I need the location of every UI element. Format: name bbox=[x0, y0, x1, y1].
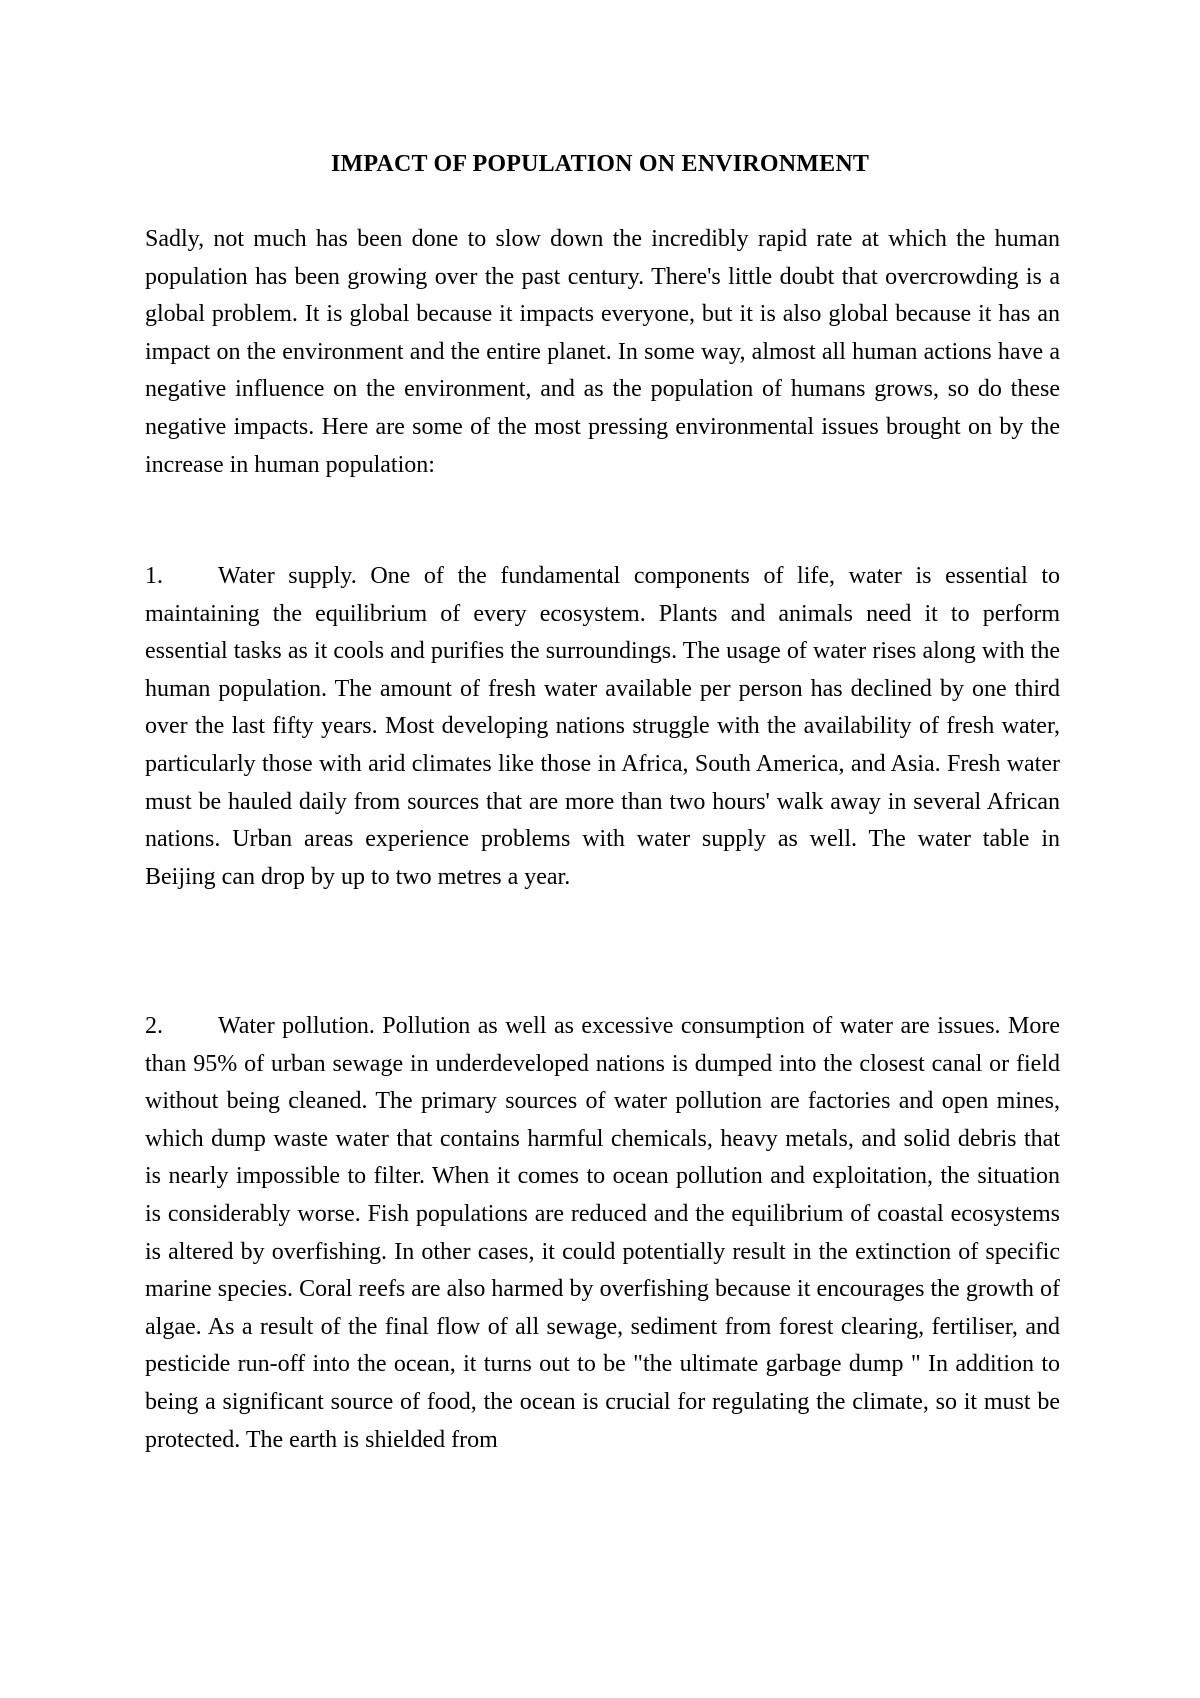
list-item-text: Water supply. One of the fundamental components of life, water is essential to maintaining the equilibrium of every ecosystem. Plants and animals need it to perform essential tasks as it cools and purifies the surroundings. The usage of water rises along with the human population. The amount of fresh water available per person has declined by one third over the last fifty years. Most developing nations struggle with the availability of fresh water, particularly those with arid climates like those in Africa, South America, and Asia. Fresh water must be hauled daily from sources that are more than two hours' walk away in several African nations. Urban areas experience problems with water supply as well. The water table in Beijing can drop by up to two metres a year. bbox=[145, 563, 1060, 890]
document-title: IMPACT OF POPULATION ON ENVIRONMENT bbox=[330, 151, 870, 177]
list-item-text: Water pollution. Pollution as well as excessive consumption of water are issues. More than 95% of urban sewage in underdeveloped nations is dumped into the closest canal or field without being cleaned. The primary sources of water pollution are factories and open mines, which dump waste water that contains harmful chemicals, heavy metals, and solid debris that is nearly impossible to filter. When it comes to ocean pollution and exploitation, the situation is considerably worse. Fish populations are reduced and the equilibrium of coastal ecosystems is altered by overfishing. In other cases, it could potentially result in the extinction of specific marine species. Coral reefs are also harmed by overfishing because it encourages the growth of algae. As a result of the final flow of all sewage, sediment from forest clearing, fertiliser, and pesticide run-off into the ocean, it turns out to be "the ultimate garbage dump " In addition to being a significant source of food, the ocean is crucial for regulating the climate, so it must be protected. The earth is shielded from bbox=[145, 1013, 1060, 1453]
list-item-number: 2. bbox=[145, 1013, 163, 1039]
intro-paragraph: Sadly, not much has been done to slow down the incredibly rapid rate at which the human population has been growing over the past century. There's little doubt that overcrowding is a global problem. It is global because it impacts everyone, but it is also global because it has an impact on the environment and the entire planet. In some way, almost all human actions have a negative influence on the environment, and as the population of humans grows, so do these negative impacts. Here are some of the most pressing environmental issues brought on by the increase in human population: bbox=[145, 226, 1060, 478]
list-item-water-supply bbox=[145, 558, 1060, 896]
list-item-water-pollution bbox=[145, 1008, 1060, 1459]
list-item-number: 1. bbox=[145, 563, 163, 589]
